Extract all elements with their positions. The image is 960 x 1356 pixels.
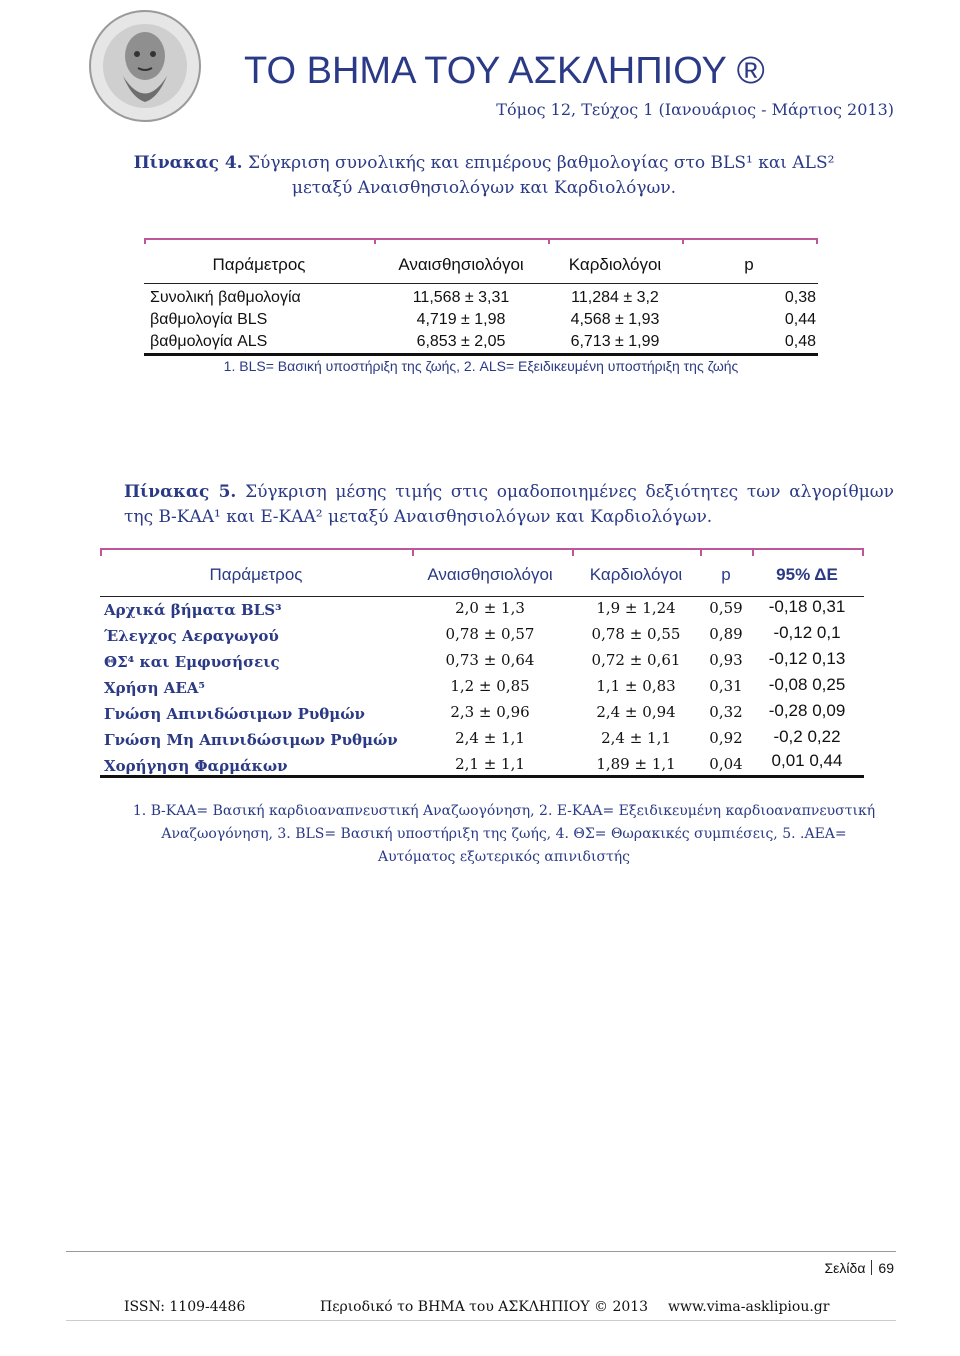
table5-tick xyxy=(572,548,574,556)
table5-cell: ΘΣ⁴ και Εμφυσήσεις xyxy=(104,653,280,671)
table4-bottom-rule xyxy=(144,353,818,356)
table5-cell: Γνώση Απινιδώσιμων Ρυθμών xyxy=(104,705,365,723)
table4-header-anesthesiologists: Αναισθησιολόγοι xyxy=(398,255,524,274)
table4-header-cardiologists: Καρδιολόγοι xyxy=(568,255,662,274)
page-number xyxy=(825,1260,894,1276)
table4-cell: 6,713 ± 1,99 xyxy=(570,333,660,350)
table5-cell: 0,31 xyxy=(709,677,743,695)
table4-tick xyxy=(548,238,550,244)
table4-footnote: 1. BLS= Βασική υποστήριξη της ζωής, 2. ALS= Εξειδικευμένη υποστήριξη της ζωής xyxy=(223,358,739,374)
table5-cell: 0,73 ± 0,64 xyxy=(445,651,535,669)
table5-cell: Αρχικά βήματα BLS³ xyxy=(104,601,282,619)
table5-cell: 2,4 ± 1,1 xyxy=(601,729,671,747)
table5-cell: 0,89 xyxy=(709,625,743,643)
table5-cell: 0,01 0,44 xyxy=(771,751,843,770)
table5-cell: 1,89 ± 1,1 xyxy=(596,755,676,773)
table4-cell: 0,48 xyxy=(784,333,816,350)
table4-tick xyxy=(816,238,818,244)
table5-cell: 2,3 ± 0,96 xyxy=(450,703,530,721)
table5-cell: Γνώση Μη Απινιδώσιμων Ρυθμών xyxy=(104,731,398,749)
table5-tick xyxy=(412,548,414,556)
table4-tick xyxy=(682,238,684,244)
table5-top-rule xyxy=(100,548,864,550)
table5-cell: -0,28 0,09 xyxy=(768,701,846,720)
table4-cell: βαθμολογία ALS xyxy=(150,333,268,350)
table5-header-rule xyxy=(100,596,864,597)
table4-header-rule xyxy=(144,283,818,284)
table5-header-cardiologists: Καρδιολόγοι xyxy=(589,565,683,584)
table5-cell: 0,32 xyxy=(709,703,743,721)
table5-cell: 1,1 ± 0,83 xyxy=(596,677,676,695)
table5-bottom-rule xyxy=(100,775,864,778)
table5-cell: 2,4 ± 1,1 xyxy=(455,729,525,747)
table5-cell: 0,78 ± 0,57 xyxy=(445,625,535,643)
journal-title: ΤΟ ΒΗΜΑ ΤΟΥ ΑΣΚΛΗΠΙΟΥ ® xyxy=(244,50,765,92)
table5-cell: -0,08 0,25 xyxy=(768,675,846,694)
issue-info: Τόμος 12, Τεύχος 1 (Ιανουάριος - Μάρτιος 2013) xyxy=(496,100,894,119)
table4-top-rule xyxy=(144,238,818,240)
table5-cell: 0,72 ± 0,61 xyxy=(591,651,681,669)
table4-label: Πίνακας 4. xyxy=(133,153,243,173)
table5-header-p: p xyxy=(721,565,731,584)
table5-cell: 0,93 xyxy=(709,651,743,669)
table4-cell: 4,568 ± 1,93 xyxy=(570,311,660,328)
table4-caption xyxy=(124,151,844,201)
table5-tick xyxy=(100,548,102,556)
table4-caption-text: Σύγκριση συνολικής και επιμέρους βαθμολογίας στο BLS¹ και ALS² μεταξύ Αναισθησιολόγων και Καρδιολόγων. xyxy=(248,153,835,198)
table4-cell: βαθμολογία BLS xyxy=(150,311,268,328)
table5-caption-text: Σύγκριση μέσης τιμής στις ομαδοποιημένες δεξιότητες των αλγορίθμων της Β-ΚΑΑ¹ και Ε-ΚΑΑ² μεταξύ Αναισθησιολόγων και Καρδιολόγων. xyxy=(124,482,894,527)
table5-header-anesthesiologists: Αναισθησιολόγοι xyxy=(427,565,553,584)
table5-footnote: 1. Β-ΚΑΑ= Βασική καρδιοαναπνευστική Αναζωογόνηση, 2. Ε-ΚΑΑ= Εξειδικευμένη καρδιοαναπνευστική Αναζωογόνηση, 3. BLS= Βασική υποστήριξη της ζωής, 4. ΘΣ= Θωρακικές συμπιέσεις, 5. .ΑΕΑ= Αυτόματος εξωτερικός απινιδιστής xyxy=(132,803,876,865)
table4-cell: 0,38 xyxy=(784,289,816,306)
table5-cell: 2,0 ± 1,3 xyxy=(455,599,525,617)
table5-header-parameter: Παράμετρος xyxy=(209,565,303,584)
table5-cell: Χορήγηση Φαρμάκων xyxy=(104,757,288,775)
table4-cell: 11,568 ± 3,31 xyxy=(412,289,510,306)
table5-cell: -0,2 0,22 xyxy=(773,727,841,746)
table5-cell: 1,2 ± 0,85 xyxy=(450,677,530,695)
table5-tick xyxy=(752,548,754,556)
table5-header-ci: 95% ΔΕ xyxy=(776,565,838,584)
table5-cell: 0,04 xyxy=(709,755,743,773)
table4-cell: 4,719 ± 1,98 xyxy=(416,311,506,328)
table5-caption xyxy=(124,480,894,530)
table5-cell: -0,12 0,1 xyxy=(773,623,841,642)
table5-cell: 2,4 ± 0,94 xyxy=(596,703,676,721)
footer-website[interactable]: www.vima-asklipiou.gr xyxy=(668,1299,830,1315)
table5-cell: 2,1 ± 1,1 xyxy=(455,755,525,773)
footer-rule xyxy=(66,1251,896,1252)
table5-cell: 0,78 ± 0,55 xyxy=(591,625,681,643)
table4-cell: Συνολική βαθμολογία xyxy=(150,289,301,306)
table4-tick xyxy=(374,238,376,244)
table4-header-parameter: Παράμετρος xyxy=(212,255,306,274)
table4-cell: 0,44 xyxy=(784,311,816,328)
page-label: Σελίδα xyxy=(824,1260,866,1276)
footer-issn: ISSN: 1109-4486 xyxy=(124,1299,246,1315)
table5-cell: Έλεγχος Αεραγωγού xyxy=(104,627,279,645)
table5-cell: 0,59 xyxy=(709,599,743,617)
table5-cell: -0,12 0,13 xyxy=(768,649,846,668)
table5-cell: -0,18 0,31 xyxy=(768,597,846,616)
journal-logo xyxy=(88,6,203,126)
table4-header-p: p xyxy=(744,255,754,274)
table5-cell: Χρήση ΑΕΑ⁵ xyxy=(104,679,205,697)
table5-label: Πίνακας 5. xyxy=(124,482,237,502)
page-number-value: 69 xyxy=(878,1260,894,1276)
table5-tick xyxy=(700,548,702,556)
page-separator xyxy=(871,1260,872,1275)
table4-cell: 6,853 ± 2,05 xyxy=(416,333,506,350)
table4-cell: 11,284 ± 3,2 xyxy=(571,289,659,306)
table4-tick xyxy=(144,238,146,244)
footer-bottom-rule xyxy=(66,1320,896,1321)
table5-cell: 0,92 xyxy=(709,729,743,747)
table5-cell: 1,9 ± 1,24 xyxy=(596,599,676,617)
table5-tick xyxy=(862,548,864,556)
footer-publisher: Περιοδικό το ΒΗΜΑ του ΑΣΚΛΗΠΙΟΥ © 2013 xyxy=(320,1299,649,1315)
